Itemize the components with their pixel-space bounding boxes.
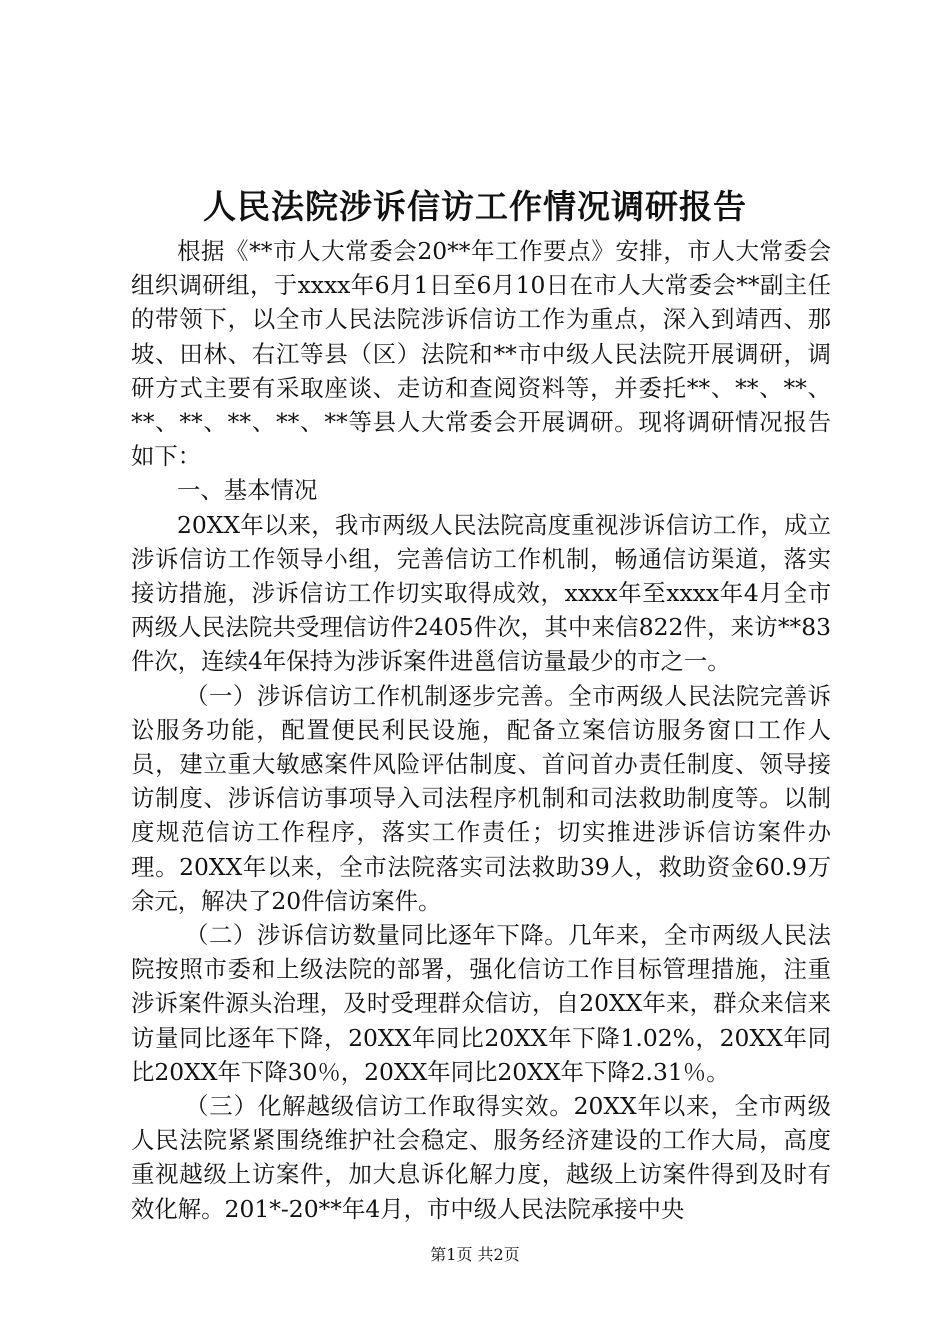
paragraph-item-1: （一）涉诉信访工作机制逐步完善。全市两级人民法院完善诉讼服务功能，配置便民利民设施，配备立案信访服务窗口工作人员，建立重大敏感案件风险评估制度、首问首办责任制度、领导接访制度、涉诉信访事项导入司法程序机制和司法救助制度等。以制度规范信访工作程序，落实工作责任；切实推进涉诉信访案件办理。20XX年以来，全市法院落实司法救助39人，救助资金60.9万余元，解决了20件信访案件。	[131, 681, 831, 915]
paragraph-overview: 20XX年以来，我市两级人民法院高度重视涉诉信访工作，成立涉诉信访工作领导小组，完善信访工作机制，畅通信访渠道，落实接访措施，涉诉信访工作切实取得成效，xxxx年至xxxx年4月全市两级人民法院共受理信访件2405件次，其中来信822件，来访**83件次，连续4年保持为涉诉案件进邕信访量最少的市之一。	[131, 510, 831, 676]
paragraph-item-3: （三）化解越级信访工作取得实效。20XX年以来，全市两级人民法院紧紧围绕维护社会稳定、服务经济建设的工作大局，高度重视越级上访案件，加大息诉化解力度，越级上访案件得到及时有效化解。201*-20**年4月，市中级人民法院承接中央	[131, 1092, 831, 1223]
paragraph-intro: 根据《**市人大常委会20**年工作要点》安排，市人大常委会组织调研组，于xxxx年6月1日至6月10日在市人大常委会**副主任的带领下，以全市人民法院涉诉信访工作为重点，深入到靖西、那坡、田林、右江等县（区）法院和**市中级人民法院开展调研，调研方式主要有采取座谈、走访和查阅资料等，并委托**、**、**、**、**、**、**、**等县人大常委会开展调研。现将调研情况报告如下：	[131, 237, 831, 471]
page-number-footer: 第1页 共2页	[430, 1245, 520, 1264]
paragraph-item-2: （二）涉诉信访数量同比逐年下降。几年来，全市两级人民法院按照市委和上级法院的部署，强化信访工作目标管理措施，注重涉诉案件源头治理，及时受理群众信访，自20XX年来，群众来信来访量同比逐年下降，20XX年同比20XX年下降1.02%，20XX年同比20XX年下降30％，20XX年同比20XX年下降2.31％。	[131, 921, 831, 1086]
section-heading-basic-situation: 一、基本情况	[177, 476, 318, 505]
document-title: 人民法院涉诉信访工作情况调研报告	[203, 187, 747, 226]
document-body	[131, 234, 831, 1226]
